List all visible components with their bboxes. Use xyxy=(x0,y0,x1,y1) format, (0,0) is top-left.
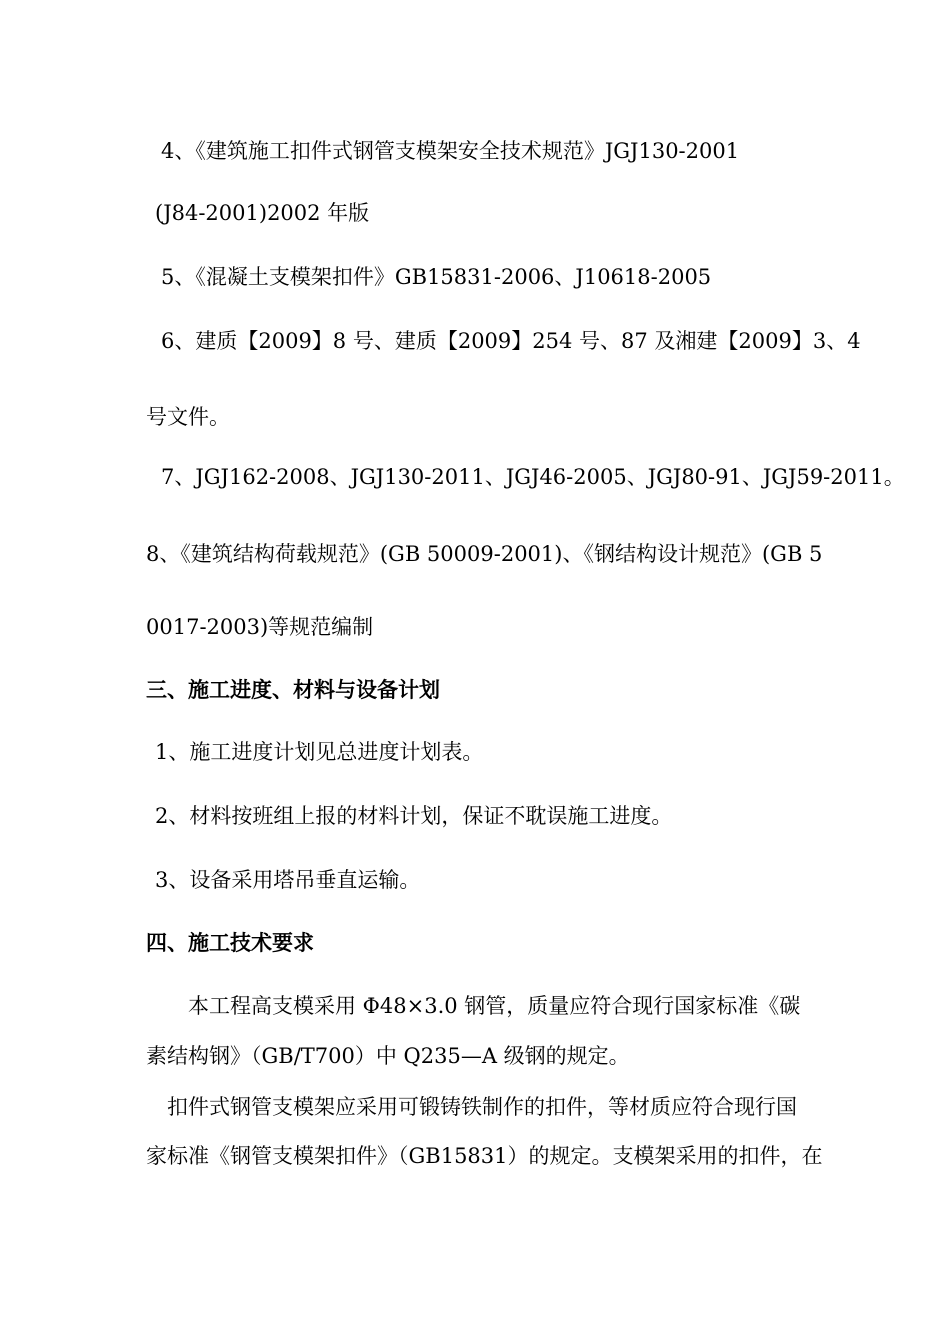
section-heading-technical: 四、施工技术要求 xyxy=(146,930,314,955)
schedule-item-2: 2、材料按班组上报的材料计划，保证不耽误施工进度。 xyxy=(155,804,673,828)
section-heading-schedule: 三、施工进度、材料与设备计划 xyxy=(146,677,440,702)
schedule-item-3: 3、设备采用塔吊垂直运输。 xyxy=(155,868,421,892)
reference-item-6-continued: 号文件。 xyxy=(146,405,230,429)
technical-paragraph-2-line-1: 扣件式钢管支模架应采用可锻铸铁制作的扣件，等材质应符合现行国 xyxy=(167,1095,797,1119)
reference-item-4-continued: (J84-2001)2002 年版 xyxy=(155,201,370,225)
reference-item-4: 4、《建筑施工扣件式钢管支模架安全技术规范》JGJ130-2001 xyxy=(161,139,740,163)
technical-paragraph-2-line-2: 家标准《钢管支模架扣件》（GB15831）的规定。支模架采用的扣件，在 xyxy=(146,1144,823,1168)
reference-item-8-continued: 0017-2003)等规范编制 xyxy=(146,615,374,639)
technical-paragraph-1-line-1: 本工程高支模采用 Φ48×3.0 钢管，质量应符合现行国家标准《碳 xyxy=(188,994,801,1018)
reference-item-7: 7、JGJ162-2008、JGJ130-2011、JGJ46-2005、JGJ80-91、JGJ59-2011。 xyxy=(161,465,905,489)
reference-item-5: 5、《混凝土支模架扣件》GB15831-2006、J10618-2005 xyxy=(161,265,712,289)
reference-item-8: 8、《建筑结构荷载规范》(GB 50009-2001)、《钢结构设计规范》(GB 5 xyxy=(146,542,823,566)
reference-item-6: 6、建质【2009】8 号、建质【2009】254 号、87 及湘建【2009】3、4 xyxy=(161,329,861,353)
technical-paragraph-1-line-2: 素结构钢》（GB/T700）中 Q235—A 级钢的规定。 xyxy=(146,1044,630,1068)
schedule-item-1: 1、施工进度计划见总进度计划表。 xyxy=(155,740,484,764)
